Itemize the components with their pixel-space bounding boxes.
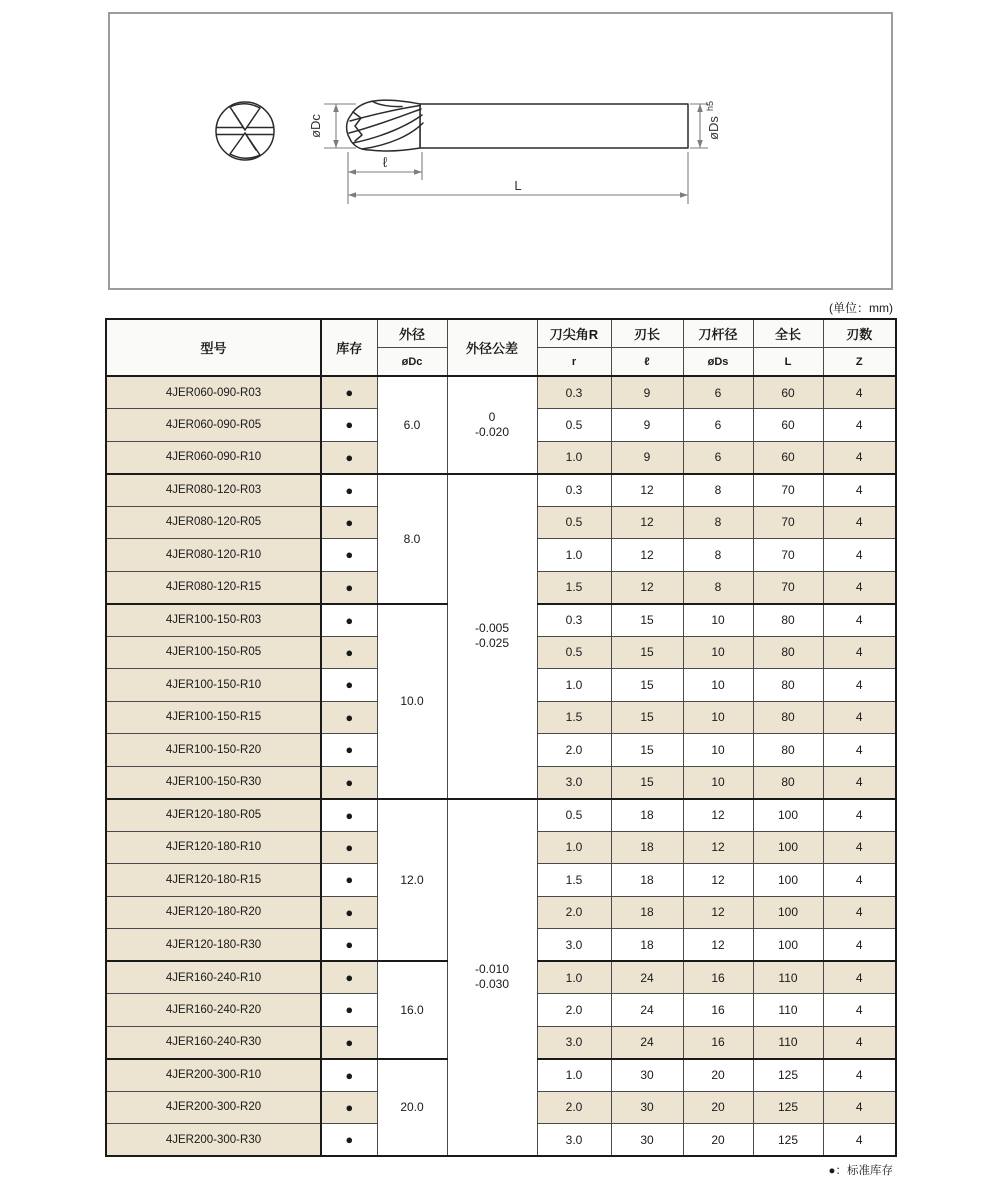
overall-length-cell: 100	[753, 896, 823, 929]
shank-tolerance-label: h5	[705, 100, 715, 112]
flute-count-cell: 4	[823, 994, 896, 1027]
overall-length-cell: 110	[753, 961, 823, 994]
overall-length-cell: 70	[753, 474, 823, 507]
overall-length-cell: 60	[753, 441, 823, 474]
corner-r-cell: 1.0	[537, 831, 611, 864]
unit-note: (单位：mm)	[829, 301, 893, 315]
overall-length-cell: 70	[753, 539, 823, 572]
model-cell: 4JER080-120-R05	[106, 506, 321, 539]
flute-length-cell: 18	[611, 864, 683, 897]
dimension-overall-length	[348, 152, 688, 204]
model-cell: 4JER060-090-R03	[106, 376, 321, 409]
model-cell: 4JER120-180-R10	[106, 831, 321, 864]
shank-dia-cell: 8	[683, 474, 753, 507]
model-cell: 4JER060-090-R05	[106, 409, 321, 442]
flute-count-cell: 4	[823, 636, 896, 669]
flute-length-cell: 15	[611, 636, 683, 669]
shank-dia-cell: 8	[683, 506, 753, 539]
od-cell: 10.0	[377, 604, 447, 799]
overall-length-cell: 80	[753, 701, 823, 734]
col-header-flute-len: 刃长	[611, 319, 683, 348]
corner-r-cell: 1.0	[537, 669, 611, 702]
col-header-overall-len: 全长	[753, 319, 823, 348]
shank-dia-cell: 10	[683, 669, 753, 702]
model-cell: 4JER160-240-R10	[106, 961, 321, 994]
col-header-model: 型号	[106, 319, 321, 376]
flute-length-cell: 9	[611, 376, 683, 409]
flute-length-cell: 30	[611, 1091, 683, 1124]
end-mill-diagram	[110, 14, 891, 288]
tolerance-line: -0.025	[474, 636, 510, 650]
stock-cell: ●	[321, 441, 377, 474]
shank-dia-cell: 16	[683, 1026, 753, 1059]
stock-cell: ●	[321, 539, 377, 572]
model-cell: 4JER120-180-R30	[106, 929, 321, 962]
col-subheader-corner-r: r	[537, 348, 611, 377]
od-cell: 8.0	[377, 474, 447, 604]
stock-cell: ●	[321, 409, 377, 442]
flute-count-cell: 4	[823, 766, 896, 799]
col-subheader-shank-dia: øDs	[683, 348, 753, 377]
model-cell: 4JER200-300-R10	[106, 1059, 321, 1092]
flute-length-cell: 15	[611, 734, 683, 767]
shank-dia-cell: 20	[683, 1091, 753, 1124]
model-cell: 4JER100-150-R10	[106, 669, 321, 702]
flute-length-cell: 12	[611, 571, 683, 604]
overall-length-cell: 100	[753, 831, 823, 864]
flute-length-cell: 9	[611, 409, 683, 442]
dimension-flute-length	[348, 152, 422, 204]
flute-count-cell: 4	[823, 409, 896, 442]
shank-dia-cell: 12	[683, 929, 753, 962]
shank-dia-cell: 10	[683, 766, 753, 799]
flute-length-cell: 12	[611, 474, 683, 507]
col-header-corner-r: 刀尖角R	[537, 319, 611, 348]
model-cell: 4JER200-300-R30	[106, 1124, 321, 1157]
flute-count-cell: 4	[823, 1124, 896, 1157]
corner-r-cell: 1.5	[537, 864, 611, 897]
table-row	[106, 376, 896, 409]
model-cell: 4JER060-090-R10	[106, 441, 321, 474]
flute-length-cell: 18	[611, 799, 683, 832]
overall-length-cell: 100	[753, 929, 823, 962]
model-cell: 4JER100-150-R15	[106, 701, 321, 734]
overall-length-cell: 100	[753, 864, 823, 897]
flute-length-cell: 15	[611, 669, 683, 702]
col-header-stock: 库存	[321, 319, 377, 376]
flute-count-cell: 4	[823, 669, 896, 702]
flute-count-cell: 4	[823, 1091, 896, 1124]
flute-count-cell: 4	[823, 1026, 896, 1059]
overall-length-cell: 70	[753, 571, 823, 604]
corner-r-cell: 3.0	[537, 1026, 611, 1059]
flute-length-cell: 12	[611, 539, 683, 572]
model-cell: 4JER100-150-R30	[106, 766, 321, 799]
stock-cell: ●	[321, 961, 377, 994]
corner-r-cell: 1.0	[537, 961, 611, 994]
flute-count-cell: 4	[823, 571, 896, 604]
flute-count-cell: 4	[823, 376, 896, 409]
shank-dia-cell: 6	[683, 441, 753, 474]
shank-dia-cell: 10	[683, 604, 753, 637]
corner-r-cell: 0.5	[537, 409, 611, 442]
corner-r-cell: 2.0	[537, 1091, 611, 1124]
corner-r-cell: 3.0	[537, 929, 611, 962]
stock-cell: ●	[321, 929, 377, 962]
shank-dia-cell: 12	[683, 864, 753, 897]
col-header-shank-dia: 刀杆径	[683, 319, 753, 348]
stock-cell: ●	[321, 766, 377, 799]
shank-dia-cell: 16	[683, 994, 753, 1027]
end-view	[216, 102, 274, 160]
corner-r-cell: 0.5	[537, 636, 611, 669]
overall-length-cell: 70	[753, 506, 823, 539]
corner-r-cell: 1.5	[537, 571, 611, 604]
model-cell: 4JER080-120-R03	[106, 474, 321, 507]
flute-length-cell: 30	[611, 1059, 683, 1092]
flute-count-cell: 4	[823, 701, 896, 734]
stock-cell: ●	[321, 1026, 377, 1059]
flute-length-cell: 9	[611, 441, 683, 474]
tolerance-cell	[447, 799, 537, 1157]
shank-dia-label: øDs	[706, 116, 721, 140]
shank-dia-cell: 8	[683, 571, 753, 604]
col-header-od: 外径	[377, 319, 447, 348]
corner-r-cell: 0.5	[537, 506, 611, 539]
overall-length-cell: 100	[753, 799, 823, 832]
model-cell: 4JER160-240-R20	[106, 994, 321, 1027]
corner-r-cell: 1.0	[537, 539, 611, 572]
flute-length-cell: 24	[611, 1026, 683, 1059]
flute-count-cell: 4	[823, 1059, 896, 1092]
stock-cell: ●	[321, 799, 377, 832]
model-cell: 4JER100-150-R20	[106, 734, 321, 767]
col-header-flutes: 刃数	[823, 319, 896, 348]
flute-count-cell: 4	[823, 799, 896, 832]
corner-r-cell: 0.3	[537, 376, 611, 409]
flute-length-cell: 24	[611, 994, 683, 1027]
overall-length-cell: 110	[753, 1026, 823, 1059]
corner-r-cell: 3.0	[537, 766, 611, 799]
flute-count-cell: 4	[823, 896, 896, 929]
flute-count-cell: 4	[823, 734, 896, 767]
tolerance-cell	[447, 474, 537, 799]
flute-length-cell: 30	[611, 1124, 683, 1157]
tolerance-line: -0.020	[474, 424, 510, 439]
flute-count-cell: 4	[823, 506, 896, 539]
side-view	[347, 100, 688, 151]
overall-length-cell: 110	[753, 994, 823, 1027]
col-subheader-flutes: Z	[823, 348, 896, 377]
flute-length-cell: 18	[611, 831, 683, 864]
flute-count-cell: 4	[823, 929, 896, 962]
shank-dia-cell: 6	[683, 376, 753, 409]
table-row	[106, 474, 896, 507]
flute-length-label: ℓ	[382, 154, 388, 170]
table-body	[106, 376, 896, 1156]
col-subheader-overall-len: L	[753, 348, 823, 377]
tolerance-line: -0.005	[474, 621, 510, 635]
tolerance-line: -0.010	[474, 962, 510, 977]
corner-r-cell: 0.3	[537, 604, 611, 637]
stock-cell: ●	[321, 831, 377, 864]
od-cell: 20.0	[377, 1059, 447, 1157]
stock-cell: ●	[321, 376, 377, 409]
flute-count-cell: 4	[823, 441, 896, 474]
od-cell: 12.0	[377, 799, 447, 962]
flute-length-cell: 12	[611, 506, 683, 539]
shank-dia-cell: 16	[683, 961, 753, 994]
corner-r-cell: 3.0	[537, 1124, 611, 1157]
stock-cell: ●	[321, 1091, 377, 1124]
shank-dia-cell: 20	[683, 1059, 753, 1092]
stock-legend: ●：标准库存	[828, 1165, 893, 1177]
flute-length-cell: 15	[611, 701, 683, 734]
flute-length-cell: 18	[611, 929, 683, 962]
page-content	[105, 0, 895, 1178]
corner-r-cell: 2.0	[537, 896, 611, 929]
flute-length-cell: 15	[611, 604, 683, 637]
overall-length-cell: 125	[753, 1091, 823, 1124]
od-cell: 6.0	[377, 376, 447, 474]
flute-count-cell: 4	[823, 831, 896, 864]
overall-length-cell: 80	[753, 604, 823, 637]
model-cell: 4JER200-300-R20	[106, 1091, 321, 1124]
model-cell: 4JER080-120-R10	[106, 539, 321, 572]
col-subheader-flute-len: ℓ	[611, 348, 683, 377]
stock-cell: ●	[321, 506, 377, 539]
shank-dia-cell: 10	[683, 734, 753, 767]
dimension-shank-dia	[690, 101, 721, 148]
overall-length-cell: 125	[753, 1059, 823, 1092]
flute-count-cell: 4	[823, 864, 896, 897]
stock-cell: ●	[321, 1124, 377, 1157]
corner-r-cell: 0.3	[537, 474, 611, 507]
shank-dia-cell: 12	[683, 831, 753, 864]
shank-dia-cell: 12	[683, 896, 753, 929]
corner-r-cell: 0.5	[537, 799, 611, 832]
model-cell: 4JER120-180-R20	[106, 896, 321, 929]
spec-table	[105, 318, 897, 1157]
tolerance-line: 0	[488, 409, 496, 424]
overall-length-cell: 80	[753, 636, 823, 669]
table-row	[106, 799, 896, 832]
flute-length-cell: 15	[611, 766, 683, 799]
model-cell: 4JER100-150-R05	[106, 636, 321, 669]
table-header	[106, 319, 896, 376]
overall-length-label: L	[514, 178, 522, 193]
stock-cell: ●	[321, 604, 377, 637]
shank-dia-cell: 10	[683, 701, 753, 734]
flute-length-cell: 18	[611, 896, 683, 929]
tolerance-line: -0.030	[474, 977, 510, 992]
shank-dia-cell: 6	[683, 409, 753, 442]
stock-cell: ●	[321, 636, 377, 669]
stock-cell: ●	[321, 701, 377, 734]
corner-r-cell: 1.0	[537, 1059, 611, 1092]
tolerance-cell	[447, 376, 537, 474]
drawing-panel	[108, 12, 893, 290]
model-cell: 4JER100-150-R03	[106, 604, 321, 637]
flute-count-cell: 4	[823, 961, 896, 994]
overall-length-cell: 80	[753, 766, 823, 799]
flute-count-cell: 4	[823, 539, 896, 572]
shank-dia-cell: 8	[683, 539, 753, 572]
col-subheader-od: øDc	[377, 348, 447, 377]
flute-count-cell: 4	[823, 604, 896, 637]
stock-cell: ●	[321, 896, 377, 929]
col-header-od-tolerance: 外径公差	[447, 319, 537, 376]
overall-length-cell: 80	[753, 669, 823, 702]
shank-dia-cell: 12	[683, 799, 753, 832]
overall-length-cell: 80	[753, 734, 823, 767]
shank-dia-cell: 10	[683, 636, 753, 669]
stock-cell: ●	[321, 864, 377, 897]
model-cell: 4JER080-120-R15	[106, 571, 321, 604]
corner-r-cell: 1.5	[537, 701, 611, 734]
stock-cell: ●	[321, 734, 377, 767]
model-cell: 4JER120-180-R05	[106, 799, 321, 832]
stock-cell: ●	[321, 474, 377, 507]
stock-cell: ●	[321, 994, 377, 1027]
stock-cell: ●	[321, 571, 377, 604]
od-cell: 16.0	[377, 961, 447, 1059]
corner-r-cell: 2.0	[537, 994, 611, 1027]
flute-length-cell: 24	[611, 961, 683, 994]
shank-dia-cell: 20	[683, 1124, 753, 1157]
stock-cell: ●	[321, 1059, 377, 1092]
cutting-dia-label: øDc	[308, 114, 323, 138]
overall-length-cell: 60	[753, 409, 823, 442]
corner-r-cell: 1.0	[537, 441, 611, 474]
model-cell: 4JER120-180-R15	[106, 864, 321, 897]
overall-length-cell: 125	[753, 1124, 823, 1157]
model-cell: 4JER160-240-R30	[106, 1026, 321, 1059]
overall-length-cell: 60	[753, 376, 823, 409]
stock-cell: ●	[321, 669, 377, 702]
flute-count-cell: 4	[823, 474, 896, 507]
corner-r-cell: 2.0	[537, 734, 611, 767]
